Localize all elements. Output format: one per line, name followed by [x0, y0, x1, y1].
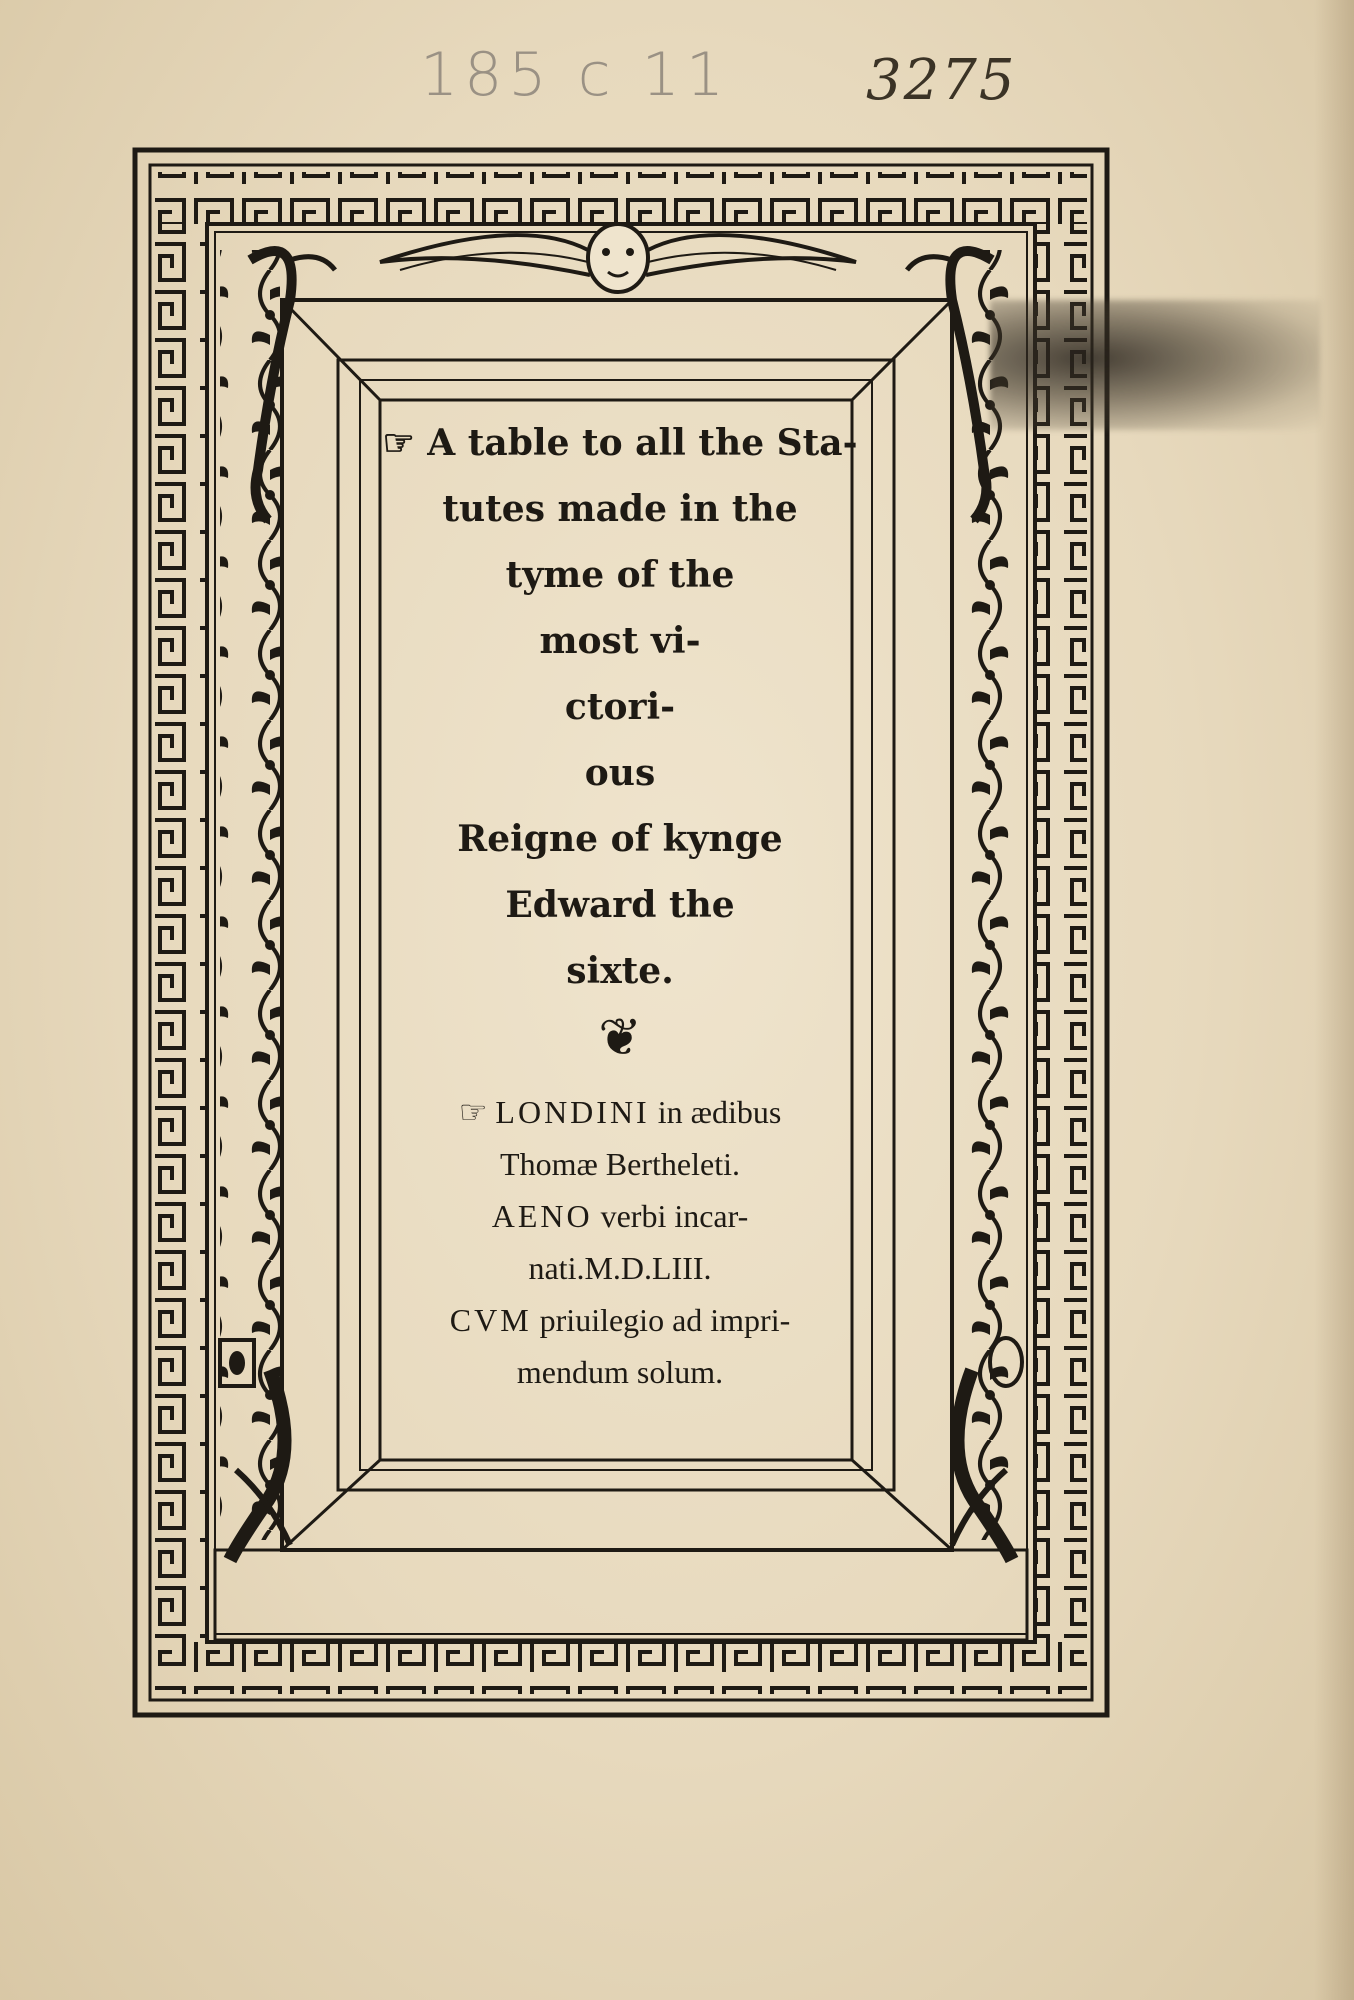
title-line-7: Reigne of kynge	[457, 818, 783, 860]
fleuron-icon: ❦	[598, 1008, 642, 1068]
meander-band-bottom	[155, 1642, 1087, 1694]
imprint-privilege-end: mendum solum.	[516, 1354, 724, 1390]
title-line-6: ous	[584, 752, 656, 794]
title-line-3: tyme of the	[505, 554, 735, 596]
meander-band-top	[155, 172, 1087, 224]
title-line-1: ☞ A table to all the Sta-	[382, 422, 858, 464]
title-line-5: ctori-	[564, 686, 676, 728]
accession-number: 3275	[866, 48, 1017, 113]
imprint-privilege-line: CVM priuilegio ad impri-	[449, 1302, 791, 1338]
imprint-line-1: ☞ LONDINI in ædibus	[458, 1094, 782, 1130]
imprint-date: nati.M.D.LIII.	[528, 1250, 712, 1286]
imprint-year-line: AENO verbi incar-	[491, 1198, 749, 1234]
pointing-hand-icon: ☞	[458, 1094, 488, 1130]
meander-band-left	[155, 224, 207, 1642]
vine-column-left	[220, 250, 280, 1540]
meander-band-right	[1035, 224, 1087, 1642]
pencil-shelfmark: 185 c 11	[420, 40, 731, 110]
title-text-block	[380, 410, 860, 1398]
title-line-2: tutes made in the	[442, 488, 798, 530]
title-line-9: sixte.	[566, 950, 674, 992]
title-line-4: most vi-	[539, 620, 701, 662]
imprint-printer: Thomæ Bertheleti.	[500, 1146, 740, 1182]
ink-stain	[990, 300, 1320, 430]
cherub-head-ornament	[380, 224, 856, 292]
title-line-8: Edward the	[505, 884, 735, 926]
pointing-hand-icon: ☞	[382, 422, 415, 464]
